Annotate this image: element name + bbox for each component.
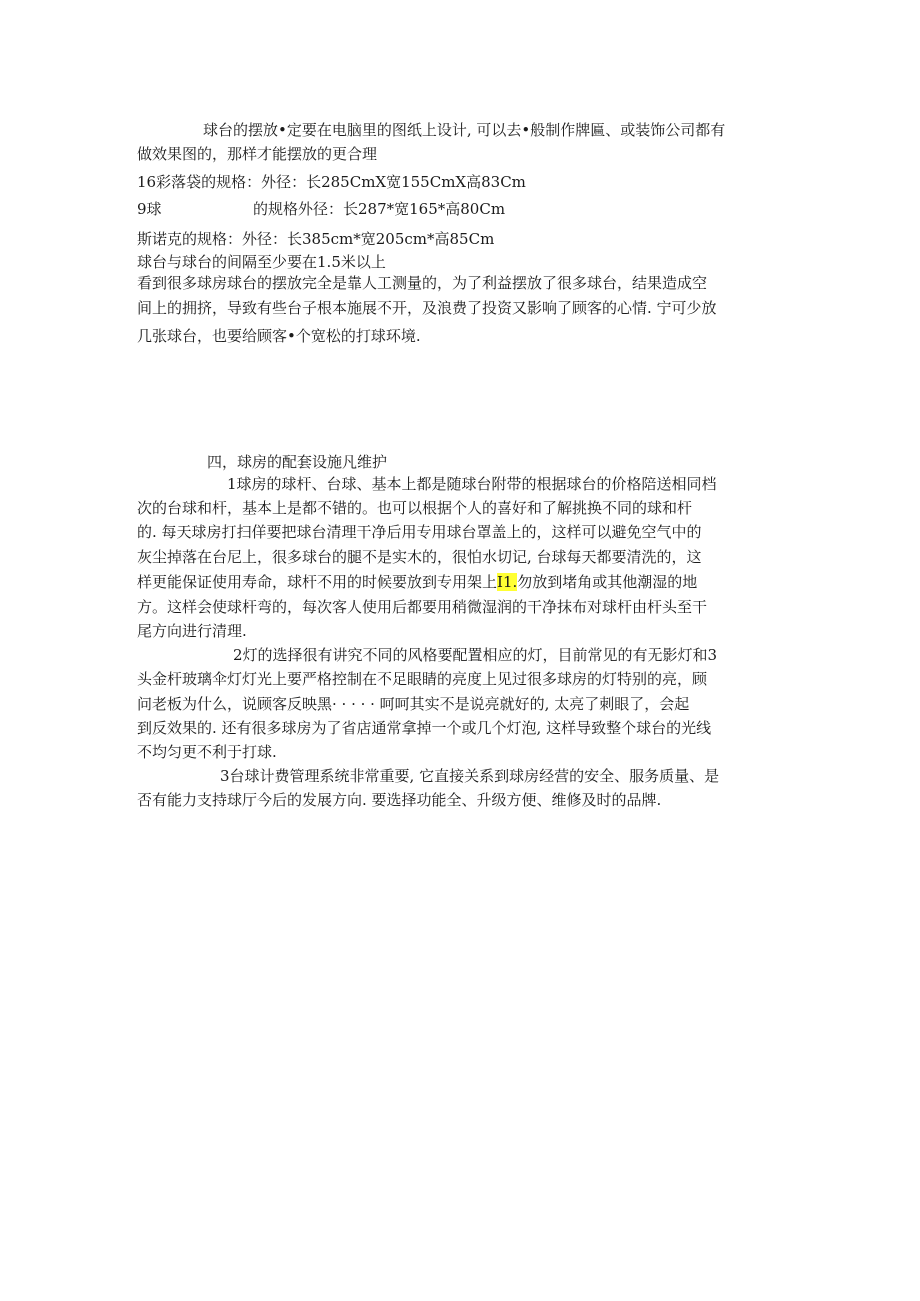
text-line: 不均匀更不利于打球. — [137, 743, 277, 761]
text-line: 灰尘掉落在台尼上，很多球台的腿不是实木的，很怕水切记, 台球每天都要清洗的，这 — [137, 548, 702, 566]
text-line: 2灯的选择很有讲究不同的风格要配置相应的灯，目前常见的有无影灯和3 — [233, 646, 718, 664]
text-line: 球台的摆放•定要在电脑里的图纸上设计, 可以去•般制作牌匾、或装饰公司都有 — [203, 121, 726, 139]
text-line: 斯诺克的规格：外径：长385cm*宽205cm*高85Cm — [137, 230, 495, 248]
text-line: 看到很多球房球台的摆放完全是靠人工测量的，为了利益摆放了很多球台，结果造成空 — [137, 274, 708, 292]
text-line — [137, 570, 787, 594]
section-heading: 四，球房的配套设施凡维护 — [207, 453, 388, 471]
text-line: 做效果图的，那样才能摆放的更合理 — [137, 145, 378, 163]
highlighted-text: I1. — [497, 573, 518, 591]
text-line: 否有能力支持球厅今后的发展方向. 要选择功能全、升级方便、维修及时的品牌. — [137, 791, 662, 809]
text-line: 头金杆玻璃伞灯灯光上要严格控制在不足眼睛的亮度上见过很多球房的灯特别的亮，顾 — [137, 670, 708, 688]
text-line: 几张球台，也要给顾客•个宽松的打球环境. — [137, 327, 421, 345]
text-segment: 勿放到堵角或其他潮湿的地 — [517, 573, 698, 591]
text-line: 9球 — [137, 200, 162, 218]
text-line: 间上的拥挤，导致有些台子根本施展不开，及浪费了投资又影响了顾客的心情. 宁可少放 — [137, 299, 717, 317]
text-line: 问老板为什么，说顾客反映黑· · · · · 呵呵其实不是说亮就好的, 太亮了刺眼了，会起 — [137, 695, 690, 713]
text-line: 16彩落袋的规格：外径：长285CmX宽155CmX高83Cm — [137, 173, 526, 191]
text-segment: 样更能保证使用寿命，球杆不用的时候要放到专用架上 — [137, 573, 498, 591]
text-line: 的规格外径：长287*宽165*高80Cm — [253, 200, 506, 218]
text-line: 3台球计费管理系统非常重要, 它直接关系到球房经营的安全、服务质量、是 — [220, 767, 720, 785]
text-line: 的. 每天球房打扫佯要把球台清理干净后用专用球台罩盖上的，这样可以避免空气中的 — [137, 523, 702, 541]
text-line: 方。这样会使球杆弯的，每次客人使用后都要用稍微湿润的干净抹布对球杆由杆头至干 — [137, 598, 708, 616]
text-line: 到反效果的. 还有很多球房为了省店通常拿掉一个或几个灯泡, 这样导致整个球台的光线 — [137, 719, 712, 737]
text-line: 尾方向进行清理. — [137, 622, 247, 640]
text-line: 球台与球台的间隔至少要在1.5米以上 — [137, 253, 386, 271]
text-line: 1球房的球杆、台球、基本上都是随球台附带的根据球台的价格陪送相同档 — [227, 475, 717, 493]
text-line: 次的台球和杆，基本上是都不错的。也可以根据个人的喜好和了解挑换不同的球和杆 — [137, 499, 693, 517]
